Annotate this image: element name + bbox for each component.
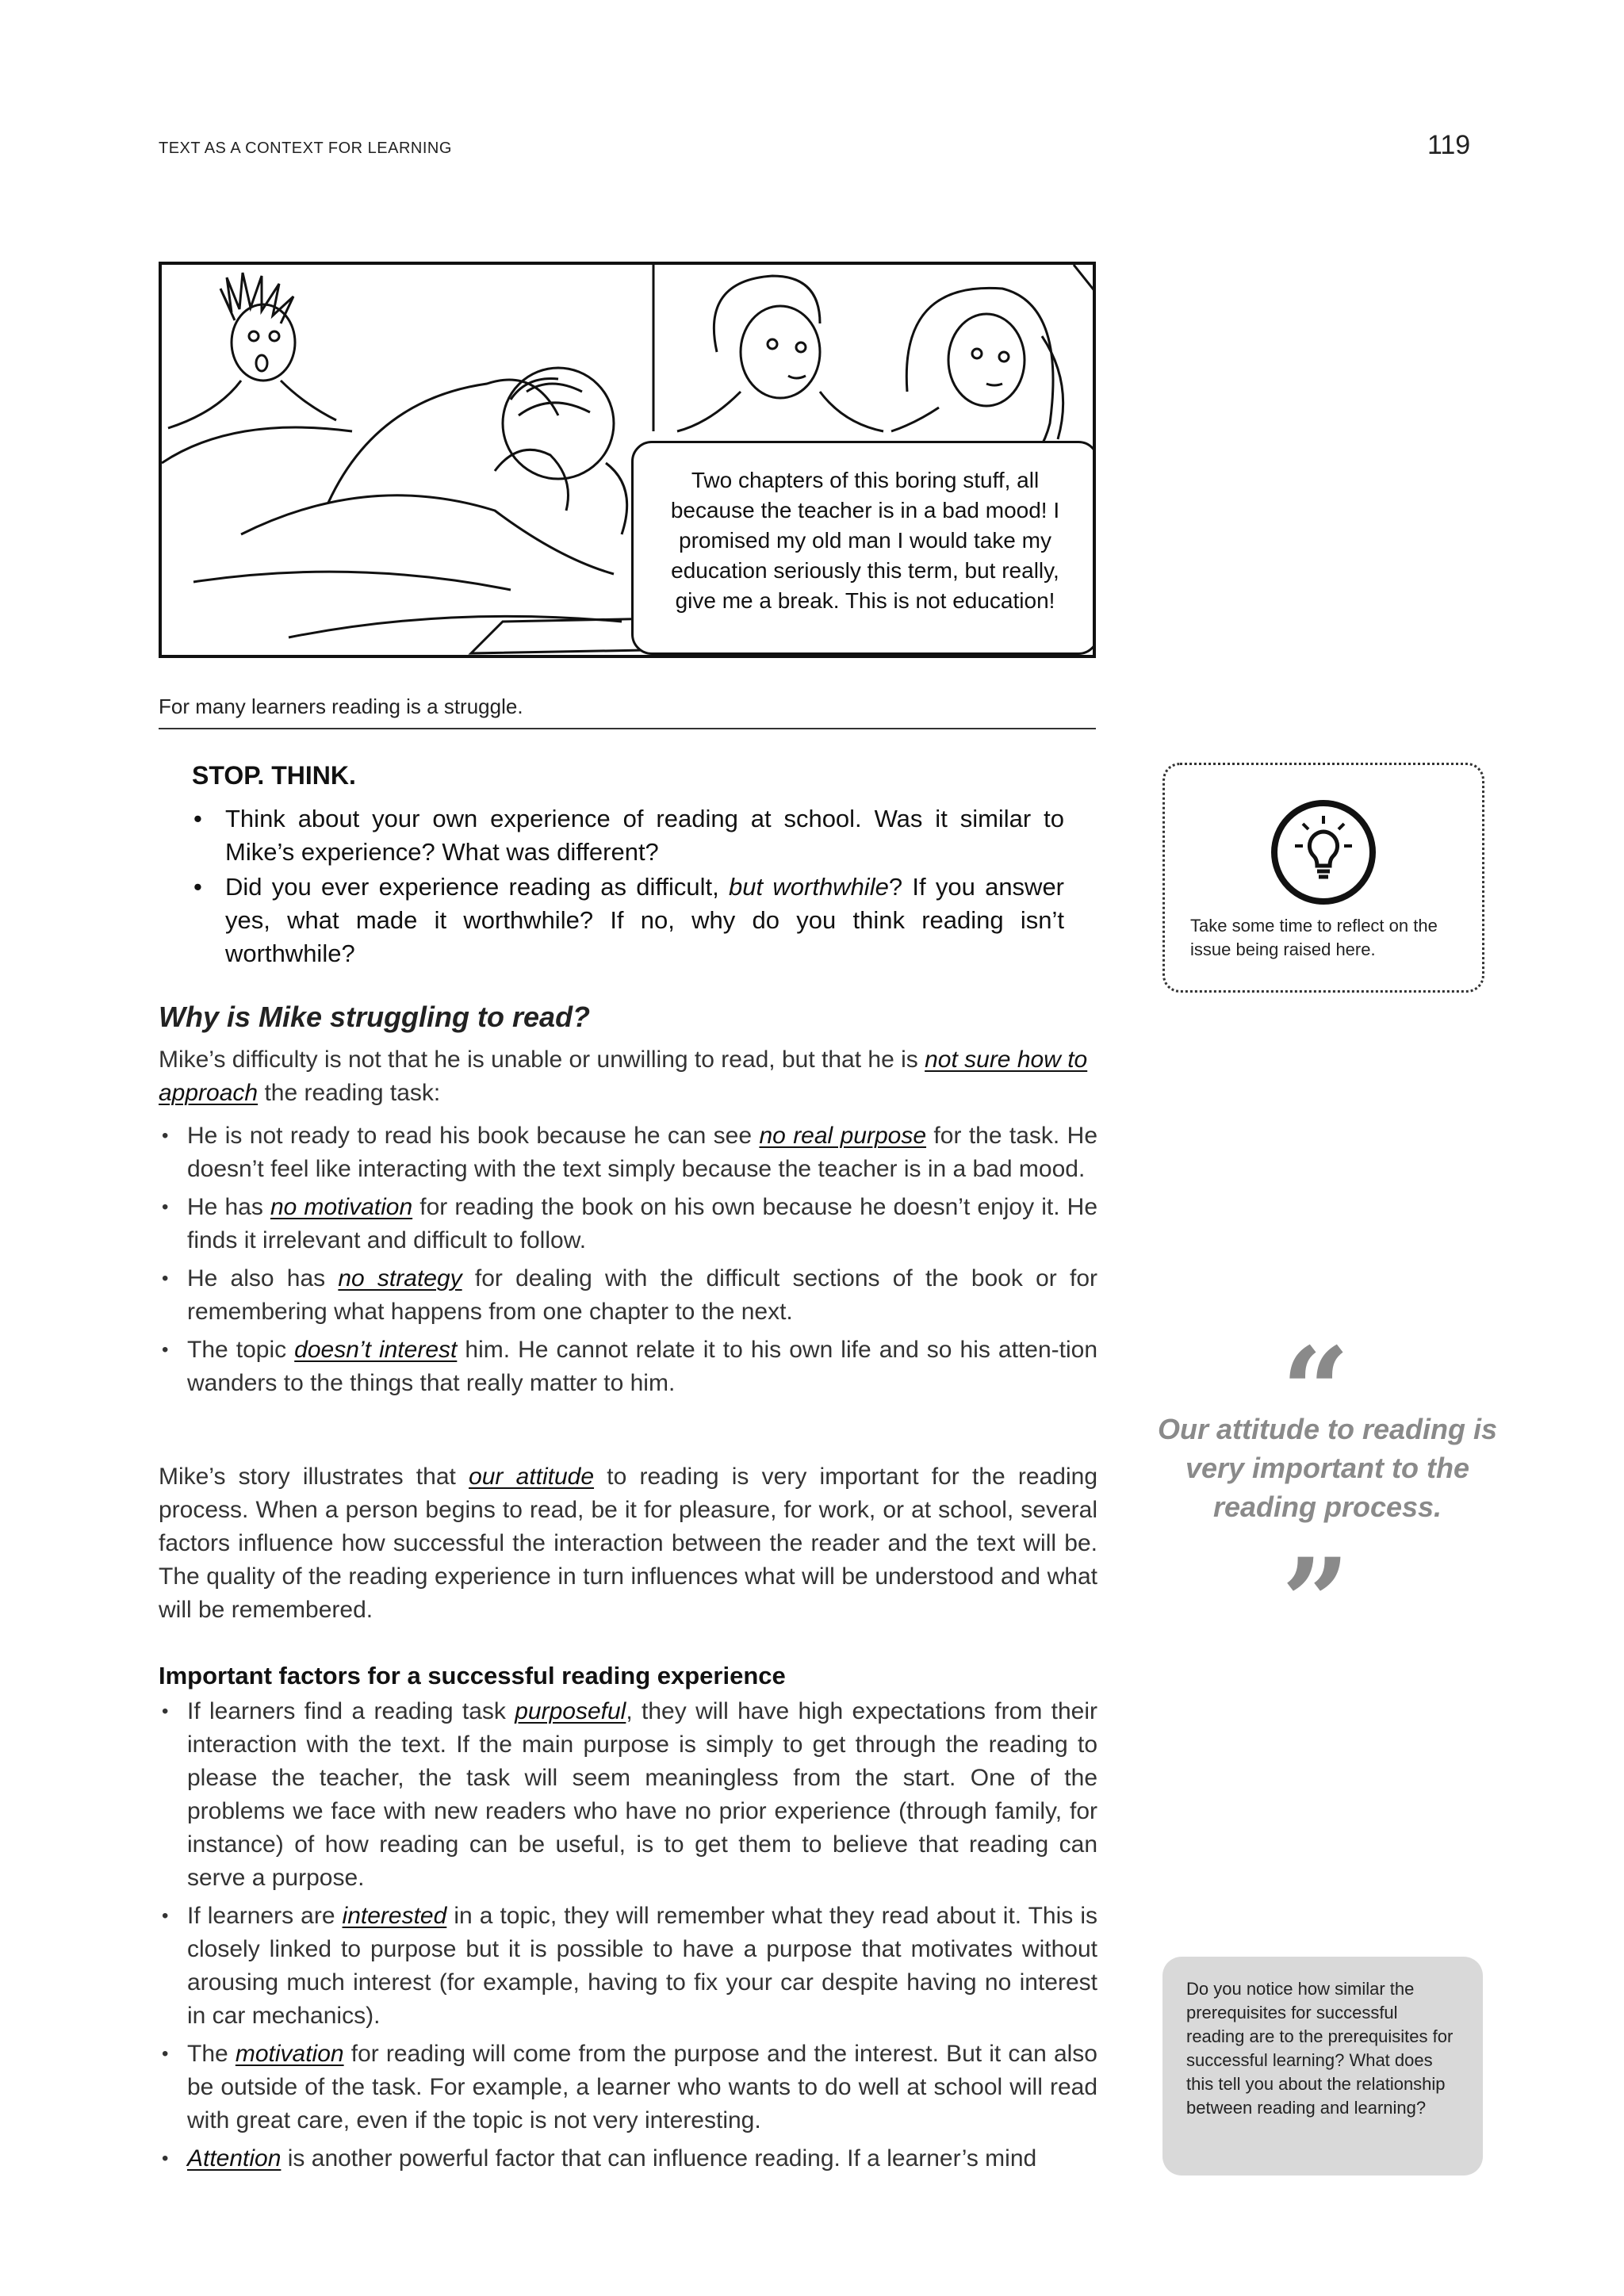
list-item: • Did you ever experience reading as difficult, but worthwhile? If you answer yes, what made it worthwhile? If no, why do you think reading isn’t worthwhile? — [192, 871, 1064, 970]
list-item: • He is not ready to read his book because he can see no real purpose for the task. He doesn’t feel like interacting with the text simply because the teacher is in a bad mood. — [159, 1119, 1097, 1186]
figure-caption: For many learners reading is a struggle. — [159, 695, 523, 718]
page-number: 119 — [1427, 130, 1471, 160]
list-item: • Think about your own experience of reading at school. Was it similar to Mike’s experience? What was different? — [192, 802, 1064, 869]
list-item: • If learners are interested in a topic, they will remember what they read about it. This is closely linked to purpose but it is possible to have a purpose that motivates without arousing much interest (for example, having to fix your car despite having no interest in car mechanics). — [159, 1900, 1097, 2033]
reasons-list — [159, 1119, 1097, 1405]
factors-list — [159, 1695, 1097, 2180]
speech-bubble: Two chapters of this boring stuff, all because the teacher is in a bad mood! I promised my old man I would take my education seriously this term, but really, give me a break. This is not education! — [631, 441, 1096, 655]
stop-think-title: STOP. THINK. — [192, 761, 356, 790]
pull-quote: Our attitude to reading is very important to the reading process. — [1157, 1413, 1498, 1523]
open-quote-mark: “ — [1281, 1322, 1350, 1461]
list-item: • He also has no strategy for dealing with the difficult sections of the book or for remembering what happens from one chapter to the next. — [159, 1262, 1097, 1329]
close-quote-mark: ” — [1281, 1533, 1350, 1672]
reflect-text: Take some time to reflect on the issue being raised here. — [1190, 916, 1438, 959]
body-paragraph: Mike’s story illustrates that our attitude to reading is very important for the reading process. When a person begins to read, be it for pleasure, for work, or at school, several factors influence how successful the interaction between the reader and the text will be. The quality of the reading experience in turn influences what will be understood and what will be remembered. — [159, 1464, 1098, 1623]
lightbulb-icon — [1268, 797, 1379, 908]
note-box: Do you notice how similar the prerequisites for successful reading are to the prerequisites for successful learning? What does this tell you about the relationship between reading and learning? — [1162, 1957, 1483, 2175]
list-item: • He has no motivation for reading the book on his own because he doesn’t enjoy it. He finds it irrelevant and difficult to follow. — [159, 1191, 1097, 1257]
list-item: • Attention is another powerful factor that can influence reading. If a learner’s mind — [159, 2142, 1097, 2175]
section-heading: Why is Mike struggling to read? — [159, 1001, 591, 1033]
subsection-heading: Important factors for a successful reading experience — [159, 1662, 786, 1689]
list-item: • If learners find a reading task purposeful, they will have high expectations from their interaction with the text. If the main purpose is simply to get through the reading to please the teacher, the task will seem meaningless from the start. One of the problems we face with new readers who have no prior experience (through family, for instance) of how reading can be useful, is to get them to believe that reading can serve a purpose. — [159, 1695, 1097, 1895]
comic-illustration — [159, 262, 1096, 658]
stop-think-list — [192, 802, 1064, 972]
caption-divider — [159, 728, 1096, 729]
list-item: • The motivation for reading will come from the purpose and the interest. But it can also be outside of the task. For example, a learner who wants to do well at school will read with great care, even if the topic is not very interesting. — [159, 2038, 1097, 2137]
list-item: • The topic doesn’t interest him. He cannot relate it to his own life and so his atten-tion wanders to the things that really matter to him. — [159, 1334, 1097, 1400]
running-head: TEXT AS A CONTEXT FOR LEARNING — [159, 140, 452, 157]
reflect-sidebar-box — [1162, 763, 1484, 993]
intro-paragraph: Mike’s difficulty is not that he is unable or unwilling to read, but that he is not sure how to approach the reading task: — [159, 1047, 1088, 1106]
